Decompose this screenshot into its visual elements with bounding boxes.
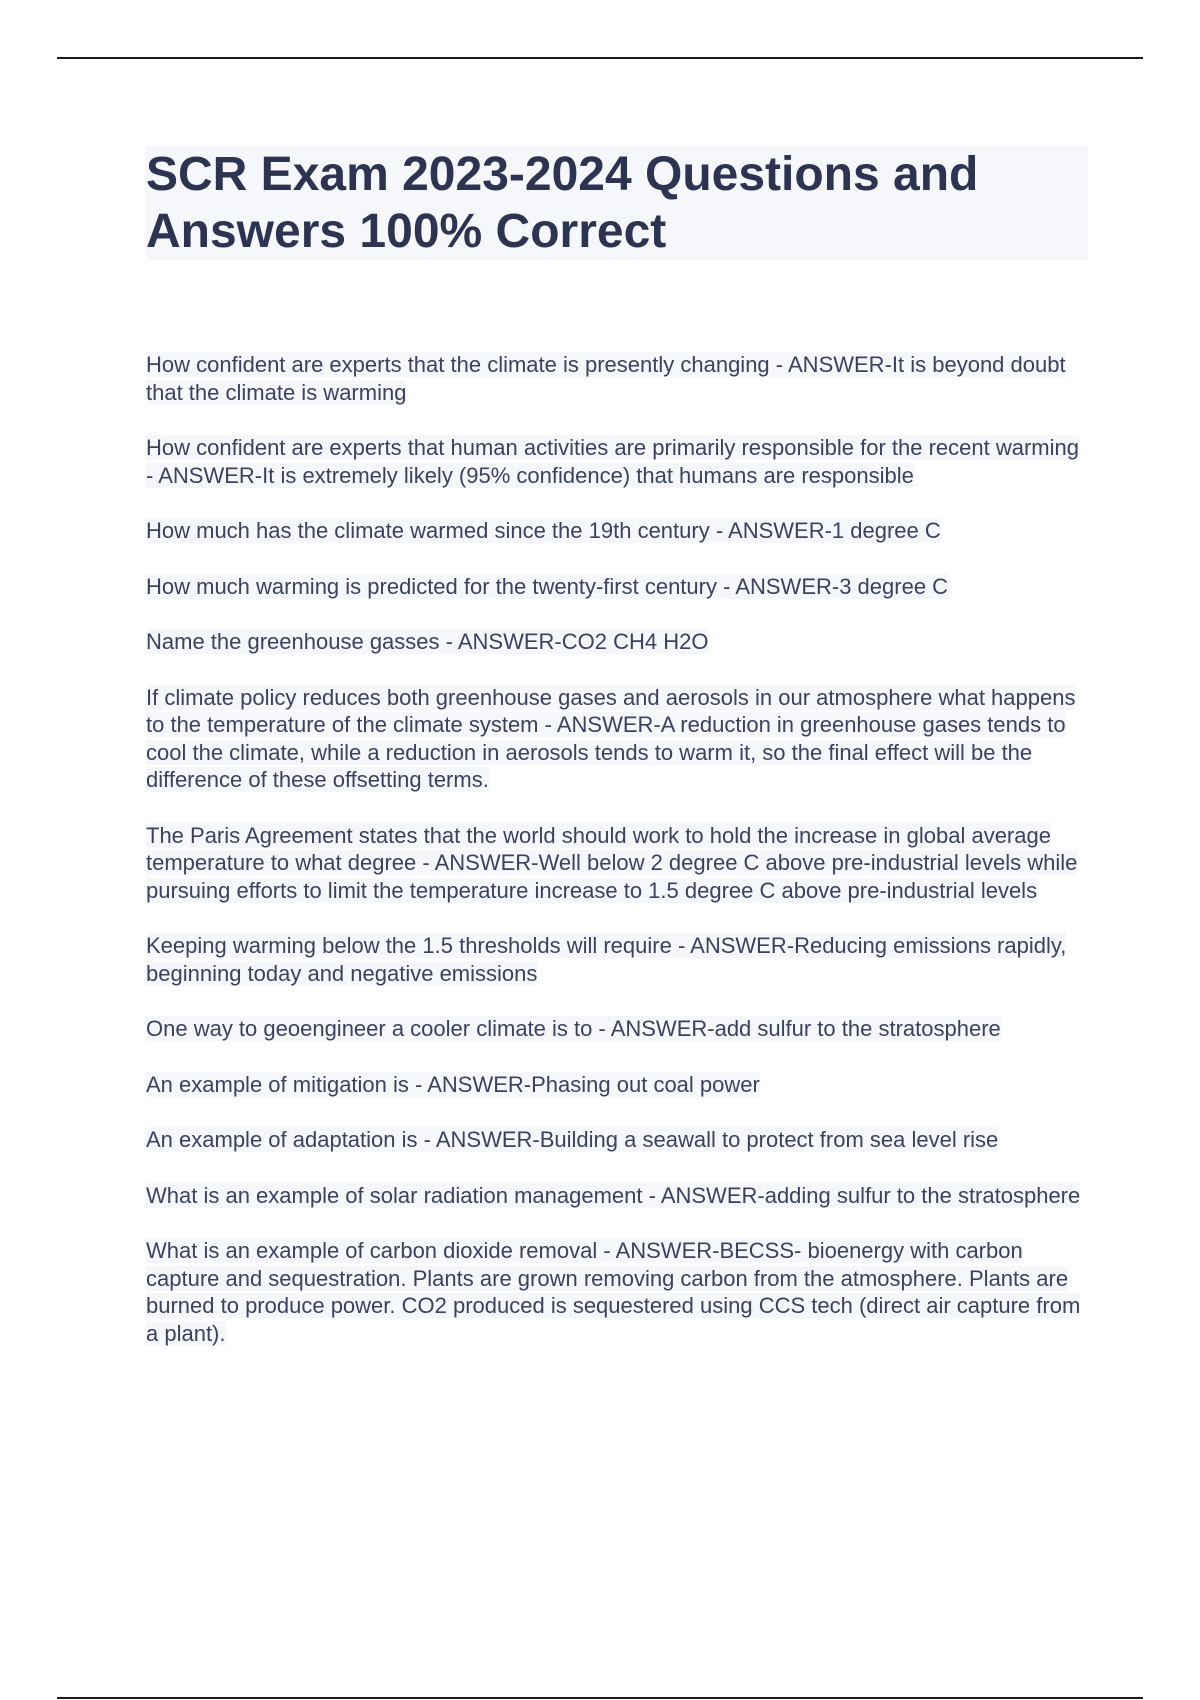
document-body [146, 146, 1088, 1375]
qa-item-1: How confident are experts that the climate is presently changing - ANSWER-It is beyond doubt that the climate is warming [146, 352, 1066, 405]
document-title: SCR Exam 2023-2024 Questions and Answers 100% Correct [146, 146, 1088, 260]
qa-item-5: Name the greenhouse gasses - ANSWER-CO2 CH4 H2O [146, 629, 709, 654]
qa-list [146, 351, 1088, 1347]
qa-item-10: An example of mitigation is - ANSWER-Phasing out coal power [146, 1071, 760, 1097]
qa-item-11: An example of adaptation is - ANSWER-Building a seawall to protect from sea level rise [146, 1127, 999, 1152]
qa-item-8: Keeping warming below the 1.5 thresholds will require - ANSWER-Reducing emissions rapidly, beginning today and negative emissions [146, 933, 1067, 986]
qa-item-3: How much has the climate warmed since the 19th century - ANSWER-1 degree C [146, 518, 941, 543]
bottom-rule [57, 1697, 1143, 1699]
qa-item-2: How confident are experts that human activities are primarily responsible for the recent warming - ANSWER-It is extremely likely (95% confidence) that humans are responsible [146, 435, 1079, 488]
qa-item-7: The Paris Agreement states that the world should work to hold the increase in global average temperature to what degree - ANSWER-Well below 2 degree C above pre-industrial levels while pursuing efforts to limit the temperature increase to 1.5 degree C above pre-industrial levels [146, 822, 1078, 903]
qa-item-6: If climate policy reduces both greenhouse gases and aerosols in our atmosphere what happens to the temperature of the climate system - ANSWER-A reduction in greenhouse gases tends to cool the climate, while a reduction in aerosols tends to warm it, so the final effect will be the difference of these offsetting terms. [146, 684, 1076, 792]
top-rule [57, 57, 1143, 59]
qa-item-13: What is an example of carbon dioxide removal - ANSWER-BECSS- bioenergy with carbon capture and sequestration. Plants are grown removing carbon from the atmosphere. Plants are burned to produce power. CO2 produced is sequestered using CCS tech (direct air capture from a plant). [146, 1238, 1081, 1346]
qa-item-4: How much warming is predicted for the twenty-first century - ANSWER-3 degree C [146, 573, 949, 599]
qa-item-12: What is an example of solar radiation management - ANSWER-adding sulfur to the stratosphere [146, 1182, 1081, 1208]
qa-item-9: One way to geoengineer a cooler climate is to - ANSWER-add sulfur to the stratosphere [146, 1016, 1001, 1041]
